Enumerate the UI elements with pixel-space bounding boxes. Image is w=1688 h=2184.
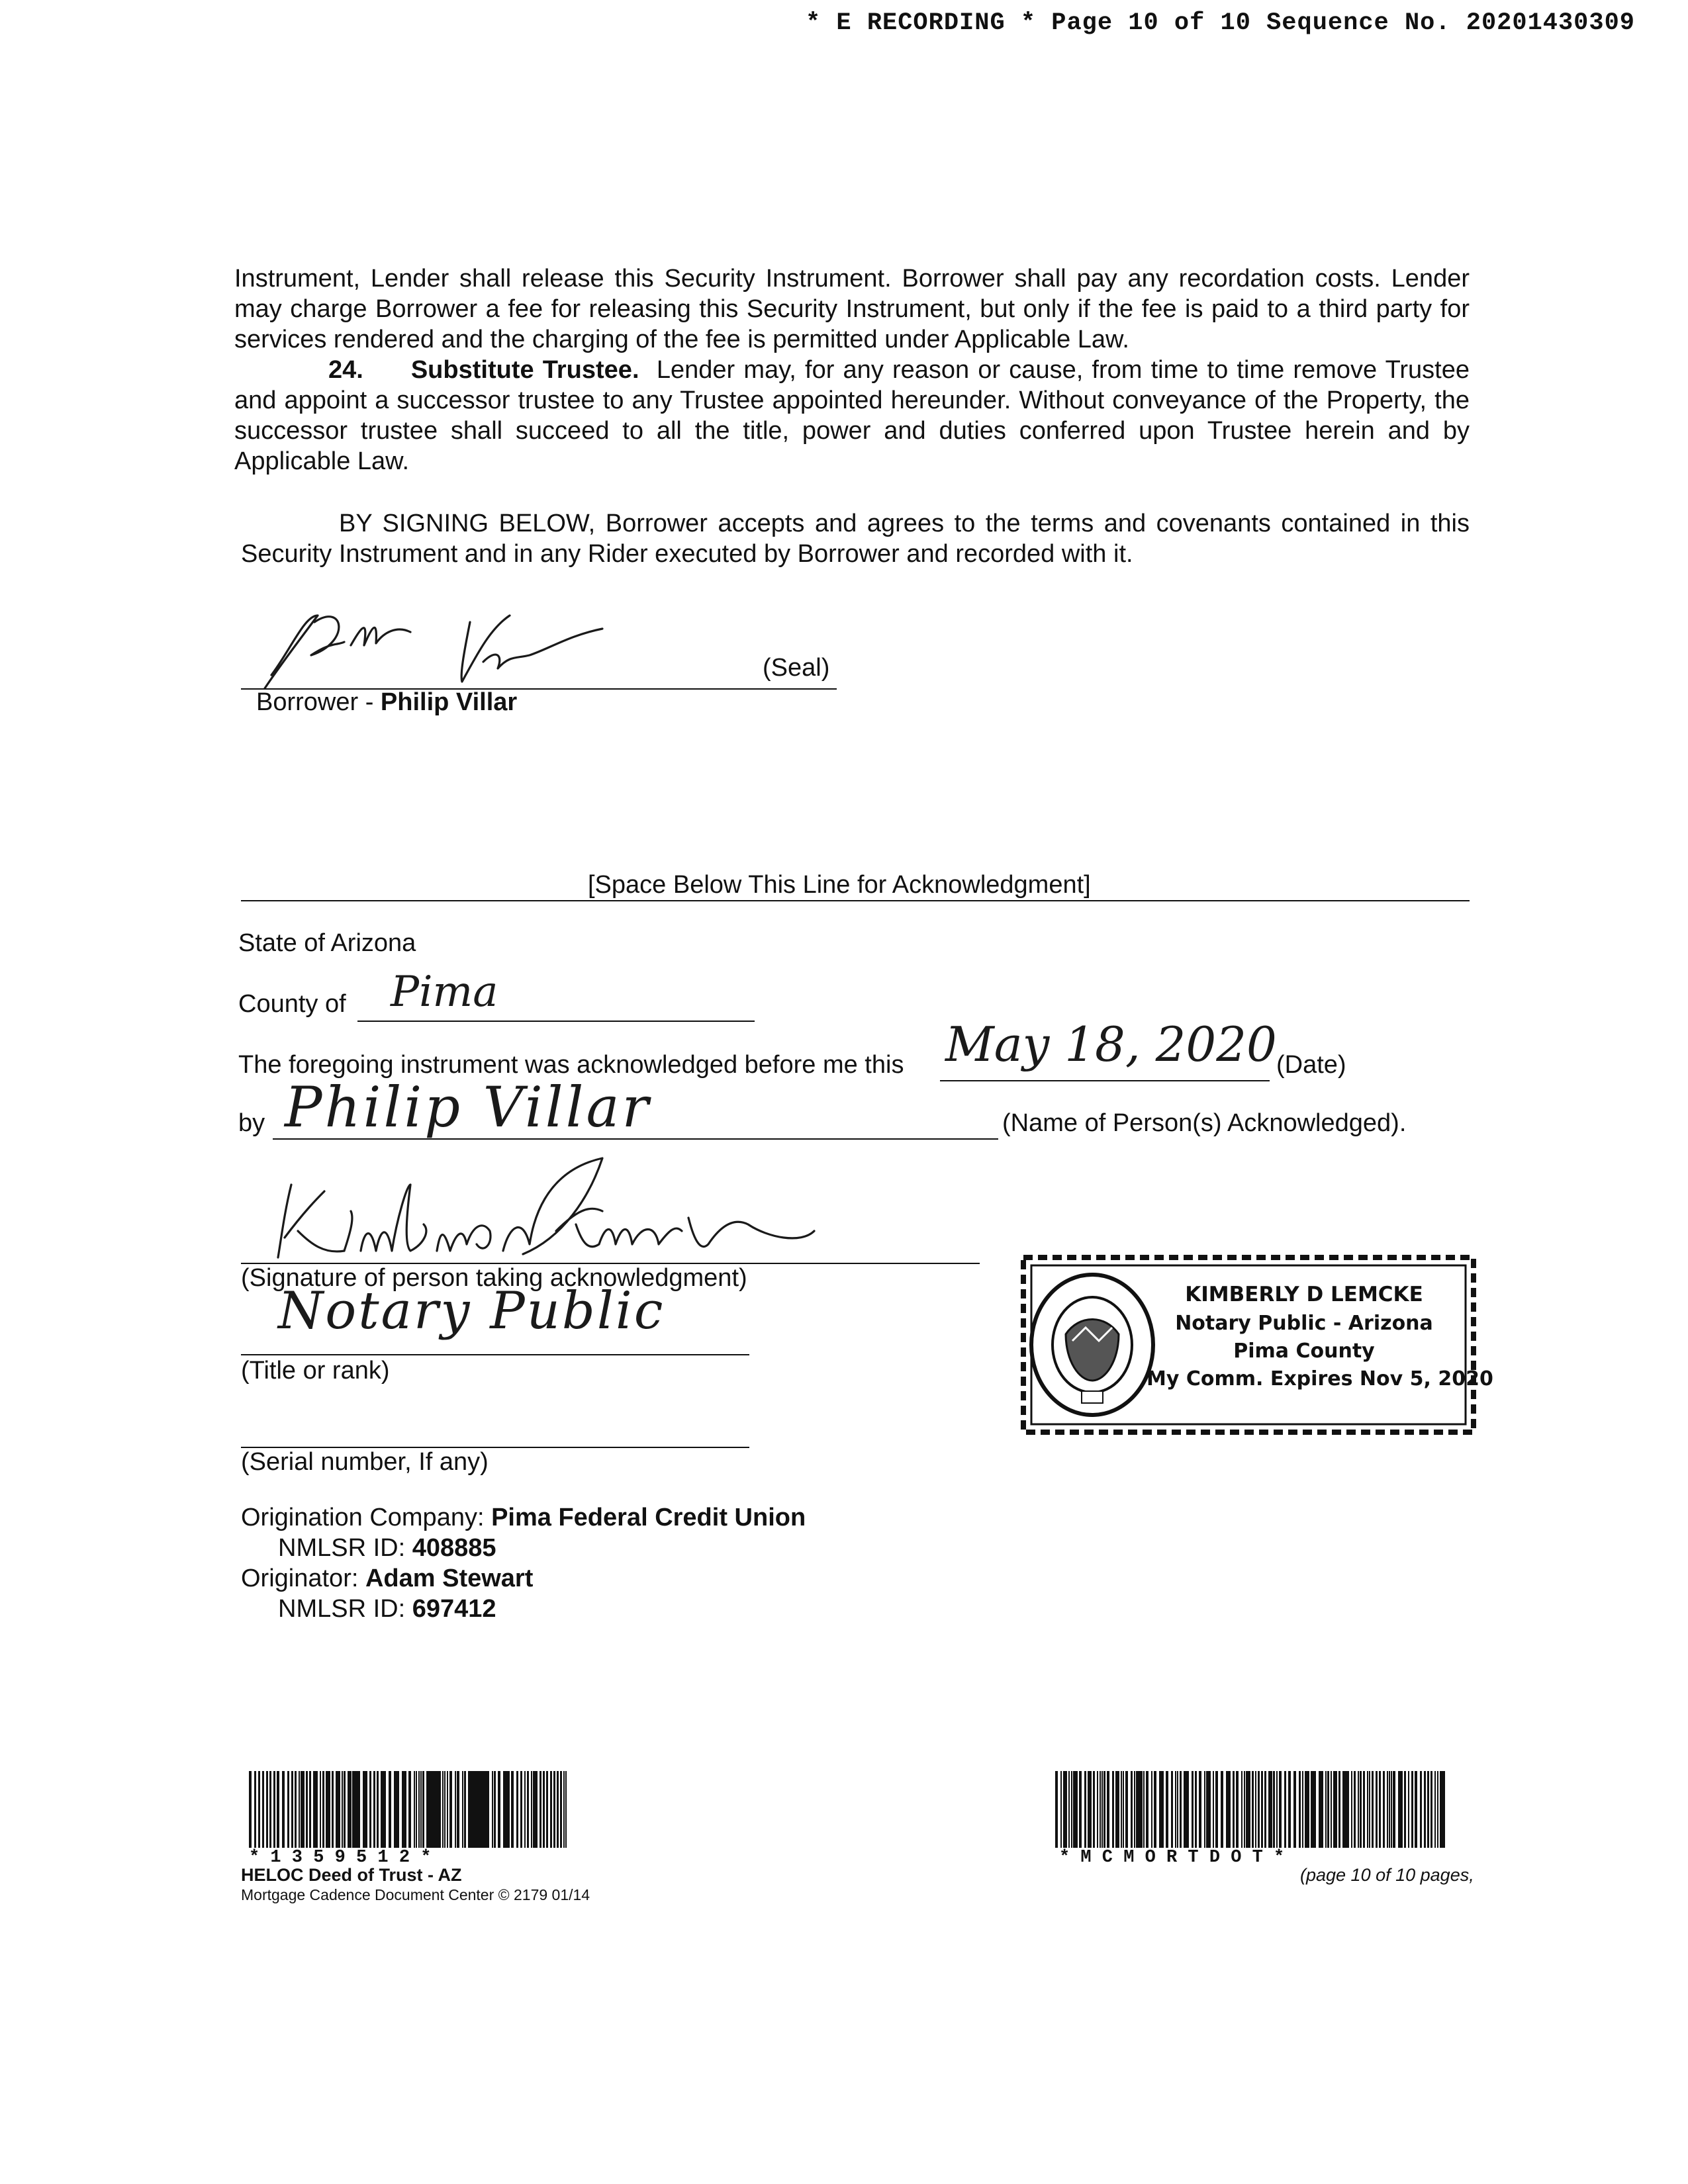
originator: Originator: Adam Stewart: [241, 1565, 534, 1592]
barcode-bar: [1141, 1771, 1143, 1848]
barcode-bar: [444, 1771, 445, 1848]
barcode-bar: [1100, 1771, 1101, 1848]
barcode-bar: [266, 1771, 268, 1848]
barcode-bar: [422, 1771, 424, 1848]
date-label: (Date): [1276, 1051, 1346, 1079]
barcode-bar: [1248, 1771, 1250, 1848]
barcode-bar: [1336, 1771, 1337, 1848]
barcode-bar: [1186, 1771, 1189, 1848]
barcode-bar: [1437, 1771, 1438, 1848]
barcode-bar: [306, 1771, 308, 1848]
barcode-bar: [1221, 1771, 1223, 1848]
barcode-bar: [365, 1771, 367, 1848]
barcode-bar: [249, 1771, 252, 1848]
barcode-bar: [1107, 1771, 1109, 1848]
barcode-bar: [1209, 1771, 1211, 1848]
barcode-bar: [1299, 1771, 1301, 1848]
barcode-bar: [1252, 1771, 1254, 1848]
barcode-bar: [383, 1771, 386, 1848]
barcode-bar: [320, 1771, 321, 1848]
barcode-bar: [457, 1771, 459, 1848]
originator-nmlsr: NMLSR ID: 697412: [278, 1595, 496, 1623]
barcode-bar: [1354, 1771, 1356, 1848]
barcode-bar: [332, 1771, 334, 1848]
barcode-bar: [1204, 1771, 1205, 1848]
barcode-bar: [1175, 1771, 1176, 1848]
person-label: (Name of Person(s) Acknowledged).: [1002, 1109, 1407, 1137]
barcode-bar: [1307, 1771, 1309, 1848]
borrower-signature: [252, 596, 662, 695]
barcode-bar: [1327, 1771, 1329, 1848]
barcode-bar: [357, 1771, 360, 1848]
barcode-bar: [373, 1771, 375, 1848]
originator-nmlsr-value: 697412: [412, 1595, 496, 1623]
section-title: Substitute Trustee.: [410, 356, 639, 384]
county-label: County of: [238, 990, 346, 1018]
company-nmlsr-value: 408885: [412, 1534, 496, 1562]
barcode-bar: [516, 1771, 518, 1848]
barcode-bar: [282, 1771, 285, 1848]
barcode-bar: [1151, 1771, 1152, 1848]
barcode-bar: [565, 1771, 567, 1848]
barcode-bar: [1146, 1771, 1149, 1848]
title-label: (Title or rank): [241, 1357, 390, 1385]
barcode-bar: [449, 1771, 452, 1848]
borrower-name: Philip Villar: [380, 688, 518, 716]
barcode-bar: [1276, 1771, 1278, 1848]
barcode-bar: [1393, 1771, 1395, 1848]
arizona-seal-icon: [1026, 1268, 1158, 1420]
barcode-bar: [455, 1771, 456, 1848]
barcode-bar: [420, 1771, 422, 1848]
barcode-bar: [1093, 1771, 1095, 1848]
barcode-bar: [1244, 1771, 1245, 1848]
section-number: 24.: [328, 356, 363, 384]
barcode-bar: [1293, 1771, 1296, 1848]
barcode-bar: [1367, 1771, 1368, 1848]
origination-company: Origination Company: Pima Federal Credit Union: [241, 1504, 806, 1531]
title-line: [241, 1354, 749, 1355]
barcode-bar: [442, 1771, 444, 1848]
barcode-bar: [1279, 1771, 1282, 1848]
barcode-bar: [1313, 1771, 1316, 1848]
barcode-bar: [389, 1771, 391, 1848]
originator-name: Adam Stewart: [365, 1565, 534, 1592]
by-label: by: [238, 1109, 265, 1137]
barcode-bar: [511, 1771, 514, 1848]
borrower-label: Borrower - Philip Villar: [256, 688, 518, 716]
barcode-bar: [550, 1771, 552, 1848]
seal-label: (Seal): [763, 654, 830, 682]
barcode-bar: [464, 1771, 466, 1848]
barcode-bar: [1171, 1771, 1173, 1848]
barcode-bar: [1166, 1771, 1168, 1848]
barcode-bar: [1379, 1771, 1381, 1848]
barcode-bar: [338, 1771, 340, 1848]
paragraph-release: Instrument, Lender shall release this Security Instrument. Borrower shall pay any recordation costs. Lender may charge Borrower a fee for releasing this Security Instrument, but only if the fee is paid to a third party for services rendered and the charging of the fee is permitted under Applicable Law.: [234, 265, 1470, 353]
barcode-bar: [1102, 1771, 1103, 1848]
barcode-bar: [498, 1771, 500, 1848]
foregoing-text: The foregoing instrument was acknowledged before me this: [238, 1051, 904, 1079]
person-handwritten: Philip Villar: [285, 1075, 651, 1140]
barcode-bar: [1288, 1771, 1291, 1848]
barcode-bar: [1255, 1771, 1256, 1848]
barcode-bar: [1363, 1771, 1365, 1848]
barcode-bar: [1389, 1771, 1390, 1848]
serial-label: (Serial number, If any): [241, 1448, 489, 1476]
barcode-bar: [546, 1771, 548, 1848]
left-barcode-text: * 1 3 5 9 5 1 2 *: [249, 1848, 432, 1868]
state-label: State of Arizona: [238, 929, 416, 957]
barcode-bar: [269, 1771, 271, 1848]
barcode-bar: [1229, 1771, 1231, 1848]
barcode-bar: [418, 1771, 420, 1848]
barcode-bar: [1215, 1771, 1218, 1848]
barcode-bar: [1360, 1771, 1362, 1848]
date-line: [940, 1080, 1270, 1081]
barcode-bar: [369, 1771, 371, 1848]
barcode-bar: [1121, 1771, 1122, 1848]
barcode-bar: [1271, 1771, 1272, 1848]
barcode-bar: [316, 1771, 318, 1848]
barcode-bar: [1383, 1771, 1385, 1848]
barcode-bar: [1387, 1771, 1388, 1848]
barcode-bar: [1391, 1771, 1392, 1848]
barcode-bar: [1236, 1771, 1239, 1848]
barcode-bar: [277, 1771, 279, 1848]
section-24: [234, 355, 1470, 477]
barcode-bar: [1404, 1771, 1406, 1848]
barcode-bar: [1084, 1771, 1086, 1848]
barcode-bar: [1180, 1771, 1182, 1848]
barcode-bar: [1134, 1771, 1135, 1848]
barcode-bar: [1131, 1771, 1133, 1848]
barcode-bar: [1424, 1771, 1426, 1848]
barcode-bar: [1233, 1771, 1235, 1848]
barcode-bar: [1090, 1771, 1092, 1848]
barcode-bar: [531, 1771, 532, 1848]
barcode-bar: [1347, 1771, 1349, 1848]
county-line: [357, 1021, 755, 1022]
barcode-bar: [524, 1771, 526, 1848]
section-text: Lender may, for any reason or cause, from time to time remove Trustee and appoint a successor trustee to any Trustee appointed hereunder. Without conveyance of the Property, the successor trustee shall succeed to all the title, power and duties conferred upon Trustee herein and by Applicable Law.: [234, 356, 1470, 475]
barcode-bar: [1079, 1771, 1082, 1848]
barcode-bar: [1076, 1771, 1078, 1848]
barcode-bar: [291, 1771, 293, 1848]
barcode-bar: [1369, 1771, 1370, 1848]
left-barcode: [249, 1771, 573, 1848]
barcode-bar: [1199, 1771, 1201, 1848]
barcode-bar: [1430, 1771, 1432, 1848]
barcode-bar: [1420, 1771, 1422, 1848]
barcode-bar: [1103, 1771, 1105, 1848]
origination-company-name: Pima Federal Credit Union: [491, 1504, 806, 1531]
barcode-bar: [1264, 1771, 1266, 1848]
barcode-bar: [1321, 1771, 1323, 1848]
barcode-bar: [408, 1771, 411, 1848]
barcode-bar: [404, 1771, 406, 1848]
barcode-bar: [1241, 1771, 1243, 1848]
barcode-bar: [299, 1771, 300, 1848]
barcode-bar: [1372, 1771, 1374, 1848]
barcode-bar: [414, 1771, 415, 1848]
barcode-bar: [1143, 1771, 1145, 1848]
barcode-bar: [1408, 1771, 1409, 1848]
barcode-bar: [1112, 1771, 1114, 1848]
barcode-bar: [1261, 1771, 1263, 1848]
right-barcode: [1055, 1771, 1462, 1848]
doc-title: HELOC Deed of Trust - AZ: [241, 1865, 462, 1885]
signing-statement: BY SIGNING BELOW, Borrower accepts and agrees to the terms and covenants contained in this Security Instrument and in any Rider executed by Borrower and recorded with it.: [241, 510, 1470, 568]
barcode-bar: [508, 1771, 510, 1848]
barcode-bar: [1325, 1771, 1327, 1848]
barcode-bar: [492, 1771, 493, 1848]
acknowledgment-divider-text: [Space Below This Line for Acknowledgment]: [588, 871, 1091, 899]
barcode-bar: [1213, 1771, 1214, 1848]
barcode-bar: [1401, 1771, 1403, 1848]
barcode-bar: [1192, 1771, 1194, 1848]
barcode-bar: [1055, 1771, 1058, 1848]
county-handwritten: Pima: [391, 968, 498, 1017]
barcode-bar: [1376, 1771, 1378, 1848]
barcode-bar: [377, 1771, 379, 1848]
barcode-bar: [1162, 1771, 1164, 1848]
notary-name: KIMBERLY D LEMCKE: [1185, 1283, 1423, 1306]
barcode-bar: [254, 1771, 256, 1848]
signature-label: (Signature of person taking acknowledgment): [241, 1264, 747, 1292]
barcode-bar: [440, 1771, 441, 1848]
barcode-bar: [258, 1771, 260, 1848]
barcode-bar: [563, 1771, 565, 1848]
barcode-bar: [1123, 1771, 1124, 1848]
barcode-bar: [553, 1771, 555, 1848]
title-handwritten: Notary Public: [278, 1281, 665, 1341]
barcode-bar: [1097, 1771, 1098, 1848]
acknowledgment-divider: [241, 900, 1470, 901]
notary-county: Pima County: [1233, 1340, 1375, 1363]
barcode-bar: [1411, 1771, 1413, 1848]
barcode-bar: [560, 1771, 562, 1848]
barcode-bar: [1068, 1771, 1070, 1848]
barcode-bar: [397, 1771, 399, 1848]
barcode-bar: [494, 1771, 496, 1848]
barcode-bar: [1125, 1771, 1128, 1848]
barcode-bar: [543, 1771, 545, 1848]
barcode-bar: [487, 1771, 489, 1848]
barcode-bar: [1195, 1771, 1197, 1848]
barcode-bar: [1331, 1771, 1332, 1848]
barcode-bar: [1066, 1771, 1067, 1848]
barcode-bar: [1177, 1771, 1178, 1848]
date-handwritten: May 18, 2020: [945, 1017, 1277, 1072]
barcode-bar: [1258, 1771, 1260, 1848]
barcode-bar: [1351, 1771, 1352, 1848]
notary-expires: My Comm. Expires Nov 5, 2020: [1147, 1367, 1493, 1390]
barcode-bar: [322, 1771, 324, 1848]
barcode-bar: [350, 1771, 352, 1848]
barcode-bar: [447, 1771, 448, 1848]
barcode-bar: [342, 1771, 343, 1848]
barcode-bar: [1273, 1771, 1275, 1848]
barcode-bar: [1118, 1771, 1119, 1848]
barcode-bar: [344, 1771, 346, 1848]
company-nmlsr: NMLSR ID: 408885: [278, 1534, 496, 1562]
barcode-bar: [1071, 1771, 1072, 1848]
barcode-bar: [1060, 1771, 1062, 1848]
barcode-bar: [462, 1771, 463, 1848]
barcode-bar: [287, 1771, 289, 1848]
page-note: (page 10 of 10 pages,: [1300, 1865, 1474, 1885]
barcode-bar: [1154, 1771, 1156, 1848]
notary-title: Notary Public - Arizona: [1175, 1312, 1433, 1335]
barcode-bar: [1338, 1771, 1340, 1848]
doc-center: Mortgage Cadence Document Center © 2179 01/14: [241, 1886, 590, 1903]
barcode-bar: [1358, 1771, 1359, 1848]
barcode-bar: [539, 1771, 541, 1848]
barcode-bar: [273, 1771, 275, 1848]
barcode-bar: [309, 1771, 311, 1848]
barcode-bar: [527, 1771, 529, 1848]
barcode-bar: [557, 1771, 559, 1848]
barcode-bar: [1302, 1771, 1303, 1848]
barcode-bar: [1442, 1771, 1445, 1848]
barcode-bar: [536, 1771, 538, 1848]
right-barcode-text: * M C M O R T D O T *: [1059, 1848, 1285, 1868]
barcode-bar: [295, 1771, 297, 1848]
recording-header: * E RECORDING * Page 10 of 10 Sequence No. 20201430309: [806, 9, 1635, 37]
notary-signature: [245, 1145, 814, 1277]
barcode-bar: [303, 1771, 305, 1848]
barcode-bar: [262, 1771, 264, 1848]
barcode-bar: [328, 1771, 330, 1848]
barcode-bar: [1427, 1771, 1429, 1848]
barcode-bar: [1434, 1771, 1436, 1848]
barcode-bar: [1284, 1771, 1286, 1848]
barcode-bar: [520, 1771, 522, 1848]
barcode-bar: [416, 1771, 417, 1848]
barcode-bar: [1415, 1771, 1417, 1848]
